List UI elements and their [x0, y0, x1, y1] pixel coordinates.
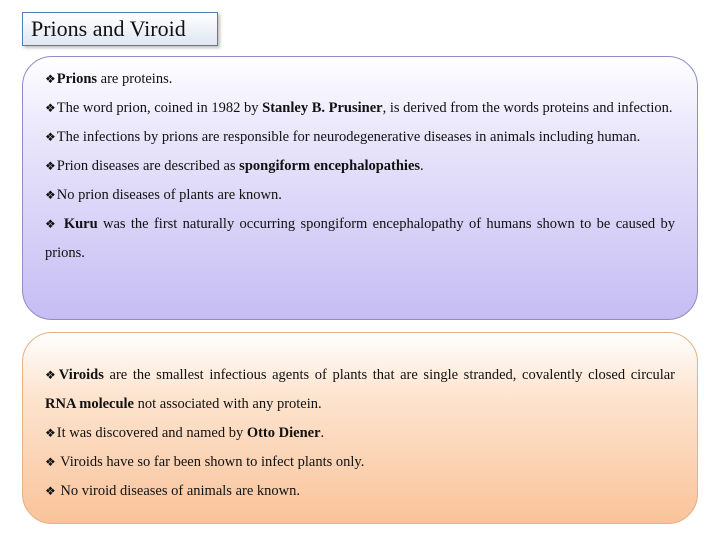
bullet-text: The infections by prions are responsible for neurodegenerative diseases in animals including human. — [56, 129, 641, 145]
bullet-text: Prion diseases are described as — [56, 158, 240, 174]
bullet-text: Viroids have so far been shown to infect plants only. — [56, 454, 365, 470]
bullet-text: It was discovered and named by — [56, 425, 247, 441]
bullet-text: The word prion, coined in 1982 by — [56, 100, 263, 116]
bullet-item — [45, 152, 675, 181]
bullet-item — [45, 210, 675, 268]
bold-term: Otto Diener — [246, 425, 321, 441]
bullet-text: No prion diseases of plants are known. — [56, 187, 282, 203]
bullet-text: No viroid diseases of animals are known. — [56, 483, 300, 499]
bullet-item — [45, 419, 675, 448]
bold-term: RNA molecule — [45, 396, 134, 412]
bullet-item — [45, 361, 675, 419]
bullet-text: are proteins. — [97, 71, 173, 87]
bold-term: Viroids — [58, 367, 104, 383]
bold-term: Stanley B. Prusiner — [262, 100, 383, 116]
bold-term: Prions — [56, 71, 98, 87]
bullet-item — [45, 477, 675, 506]
bullet-text: are the smallest infectious agents of plants that are single stranded, covalently closed circular — [103, 367, 676, 383]
bullet-text: not associated with any protein. — [134, 396, 322, 412]
bullet-item — [45, 181, 675, 210]
slide-title: Prions and Viroid — [22, 12, 218, 46]
bullet-item — [45, 65, 675, 94]
bold-term: spongiform encephalopathies — [239, 158, 421, 174]
bullet-item — [45, 123, 675, 152]
bold-term: Kuru — [58, 216, 98, 232]
bullet-text: . — [320, 425, 325, 441]
bullet-item — [45, 448, 675, 477]
bullet-text: was the first naturally occurring spongiform encephalopathy of humans shown to be caused by prions. — [45, 216, 675, 261]
bullet-text: , is derived from the words proteins and infection. — [382, 100, 673, 116]
viroids-panel — [22, 332, 698, 524]
prions-panel — [22, 56, 698, 320]
bullet-text: . — [420, 158, 424, 174]
bullet-item — [45, 94, 675, 123]
